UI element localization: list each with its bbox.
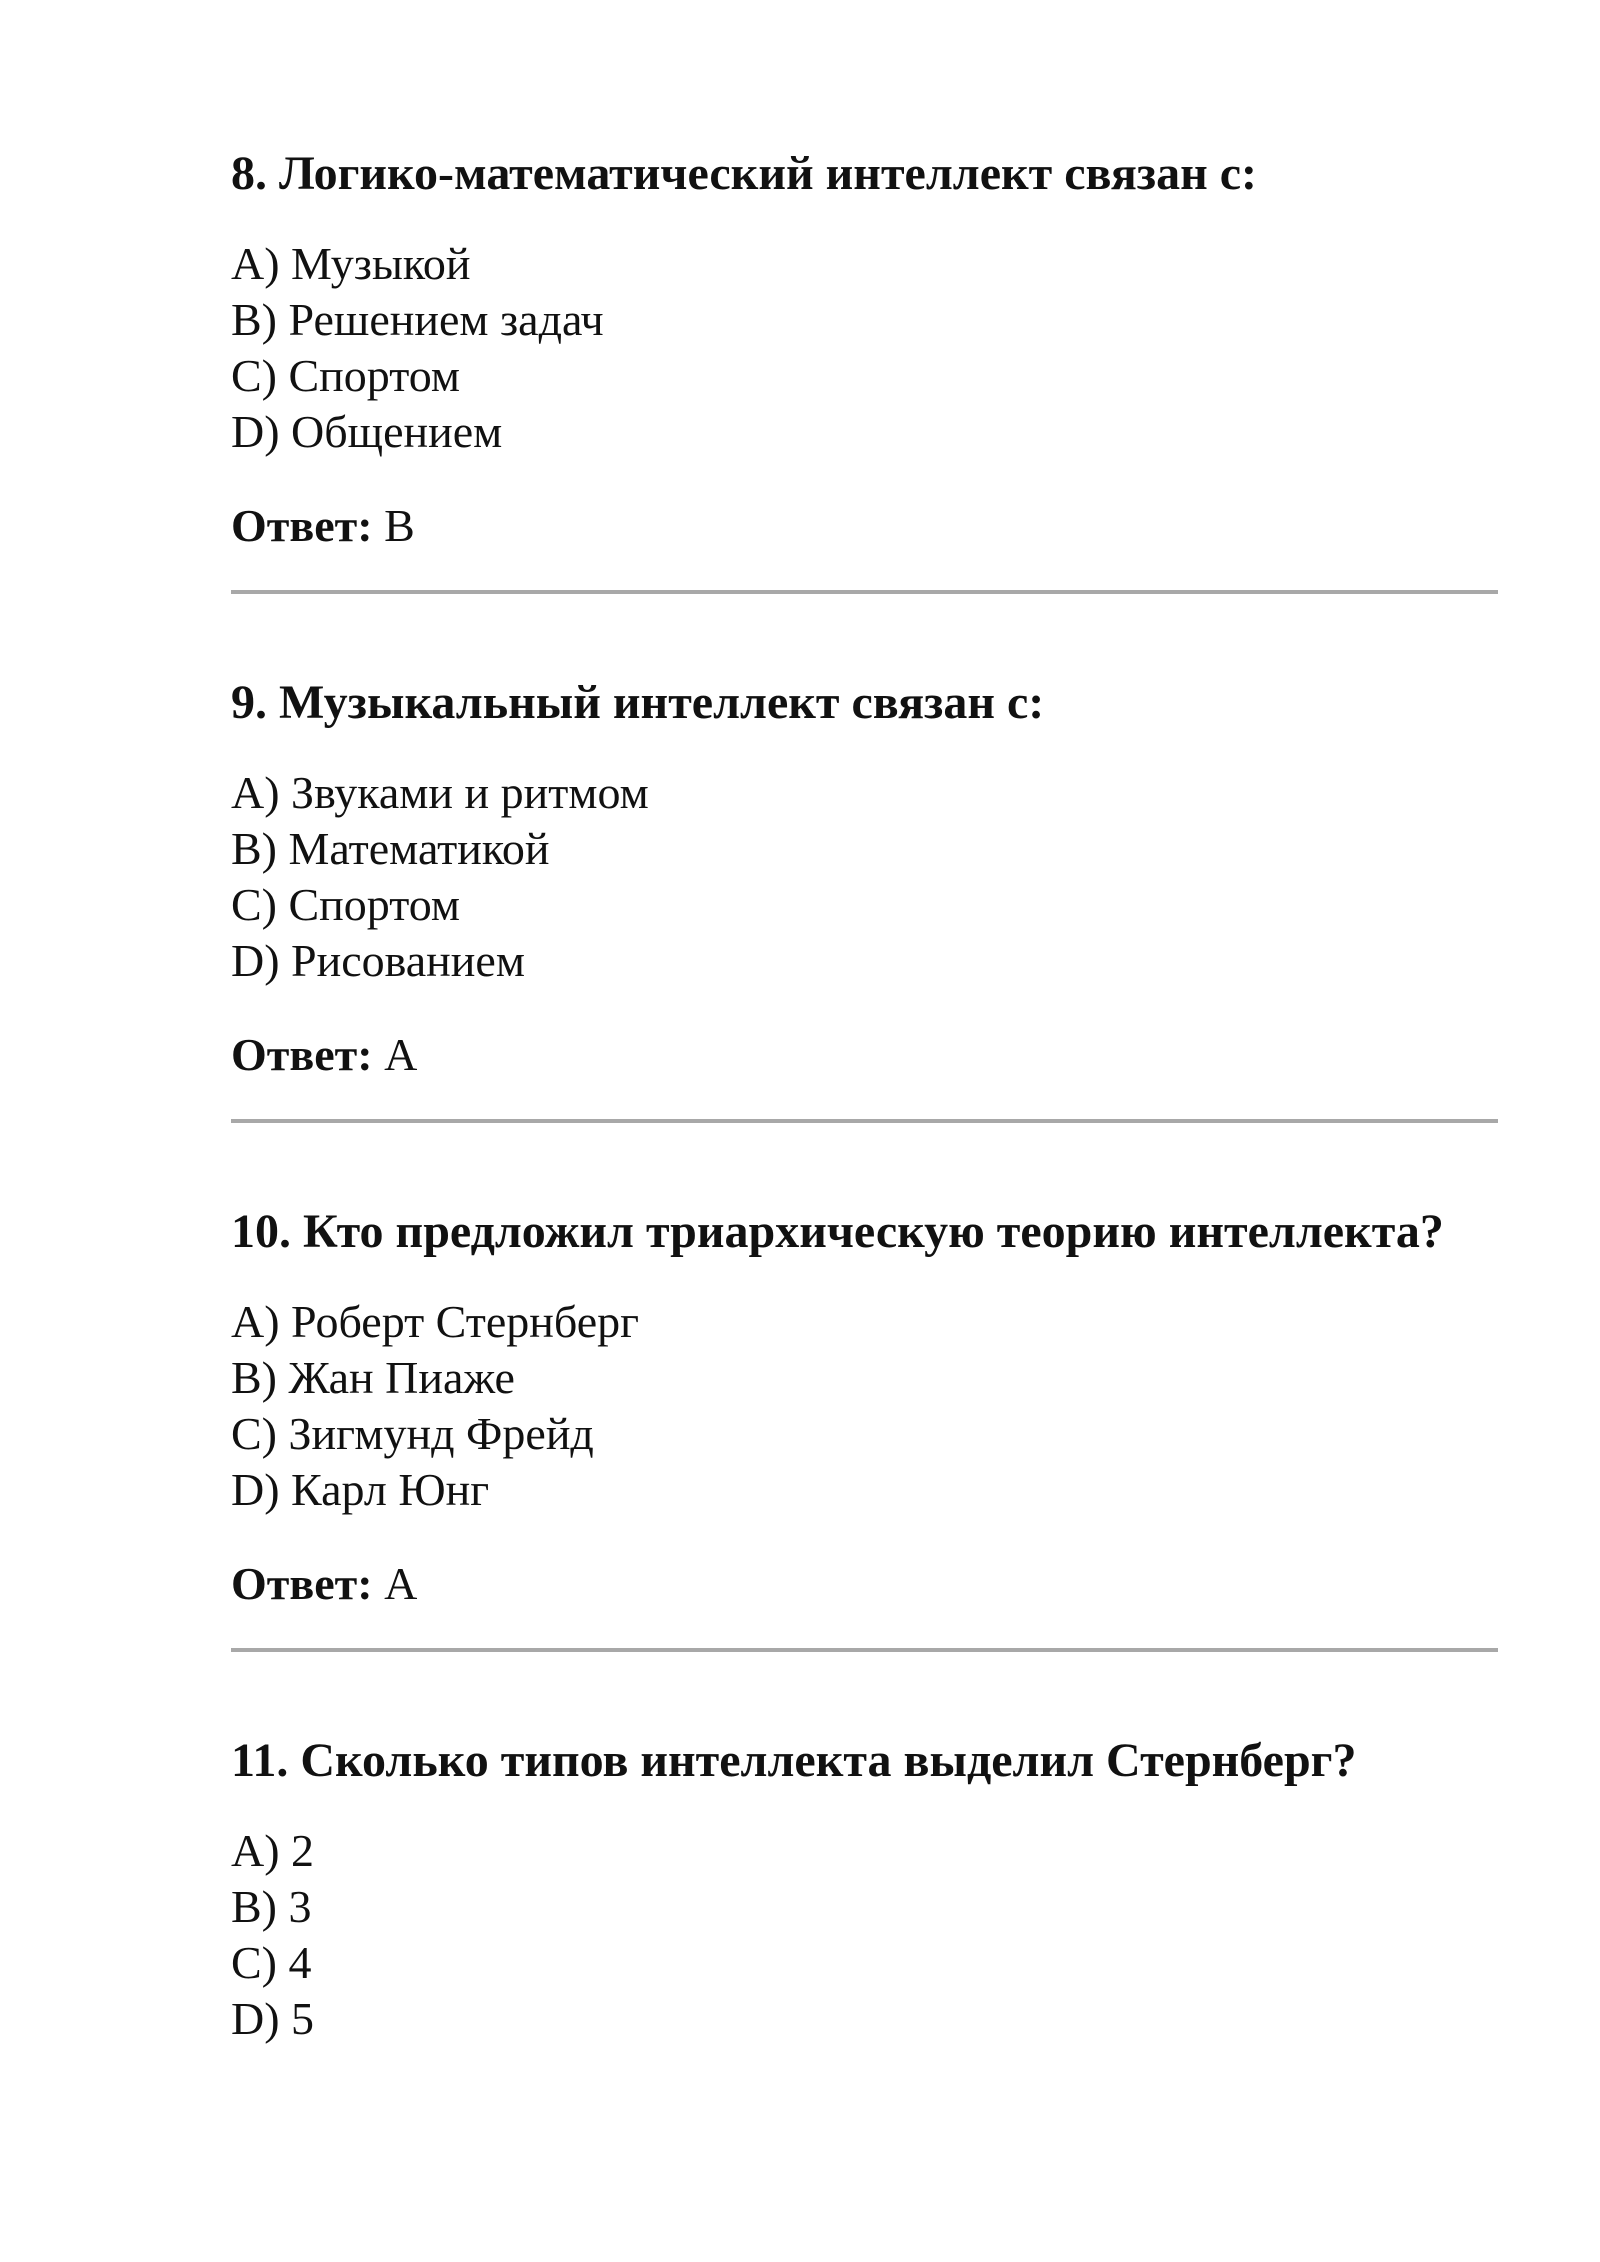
divider — [231, 1119, 1498, 1123]
options-list — [231, 1294, 1498, 1518]
option-d: D) Общением — [231, 406, 503, 457]
divider — [231, 1648, 1498, 1652]
answer-label: Ответ: — [231, 1558, 373, 1609]
question-10 — [231, 1203, 1498, 1652]
divider — [231, 590, 1498, 594]
question-title: 10. Кто предложил триархическую теорию интеллекта? — [231, 1205, 1444, 1258]
answer-label: Ответ: — [231, 1029, 373, 1080]
option-a: A) 2 — [231, 1825, 315, 1876]
options-list — [231, 765, 1498, 989]
option-b: B) Жан Пиаже — [231, 1352, 515, 1403]
question-title: 8. Логико-математический интеллект связан с: — [231, 147, 1258, 200]
option-d: D) Карл Юнг — [231, 1464, 490, 1515]
option-c: C) Спортом — [231, 879, 460, 930]
option-c: C) Спортом — [231, 350, 460, 401]
option-a: A) Роберт Стернберг — [231, 1296, 639, 1347]
option-a: A) Музыкой — [231, 238, 471, 289]
option-d: D) 5 — [231, 1993, 315, 2044]
option-d: D) Рисованием — [231, 935, 525, 986]
question-title: 11. Сколько типов интеллекта выделил Стернберг? — [231, 1734, 1357, 1787]
option-c: C) Зигмунд Фрейд — [231, 1408, 594, 1459]
question-11 — [231, 1732, 1498, 2047]
option-b: B) Решением задач — [231, 294, 604, 345]
question-8 — [231, 145, 1498, 594]
answer-value: B — [384, 500, 415, 551]
option-b: B) Математикой — [231, 823, 550, 874]
answer-value: A — [384, 1029, 418, 1080]
option-a: A) Звуками и ритмом — [231, 767, 649, 818]
answer-value: A — [384, 1558, 418, 1609]
question-9 — [231, 674, 1498, 1123]
answer-line — [231, 1027, 1498, 1083]
option-b: B) 3 — [231, 1881, 312, 1932]
document-page — [231, 145, 1498, 2047]
answer-line — [231, 1556, 1498, 1612]
options-list — [231, 1823, 1498, 2047]
options-list — [231, 236, 1498, 460]
option-c: C) 4 — [231, 1937, 312, 1988]
answer-line — [231, 498, 1498, 554]
answer-label: Ответ: — [231, 500, 373, 551]
question-title: 9. Музыкальный интеллект связан с: — [231, 676, 1045, 729]
